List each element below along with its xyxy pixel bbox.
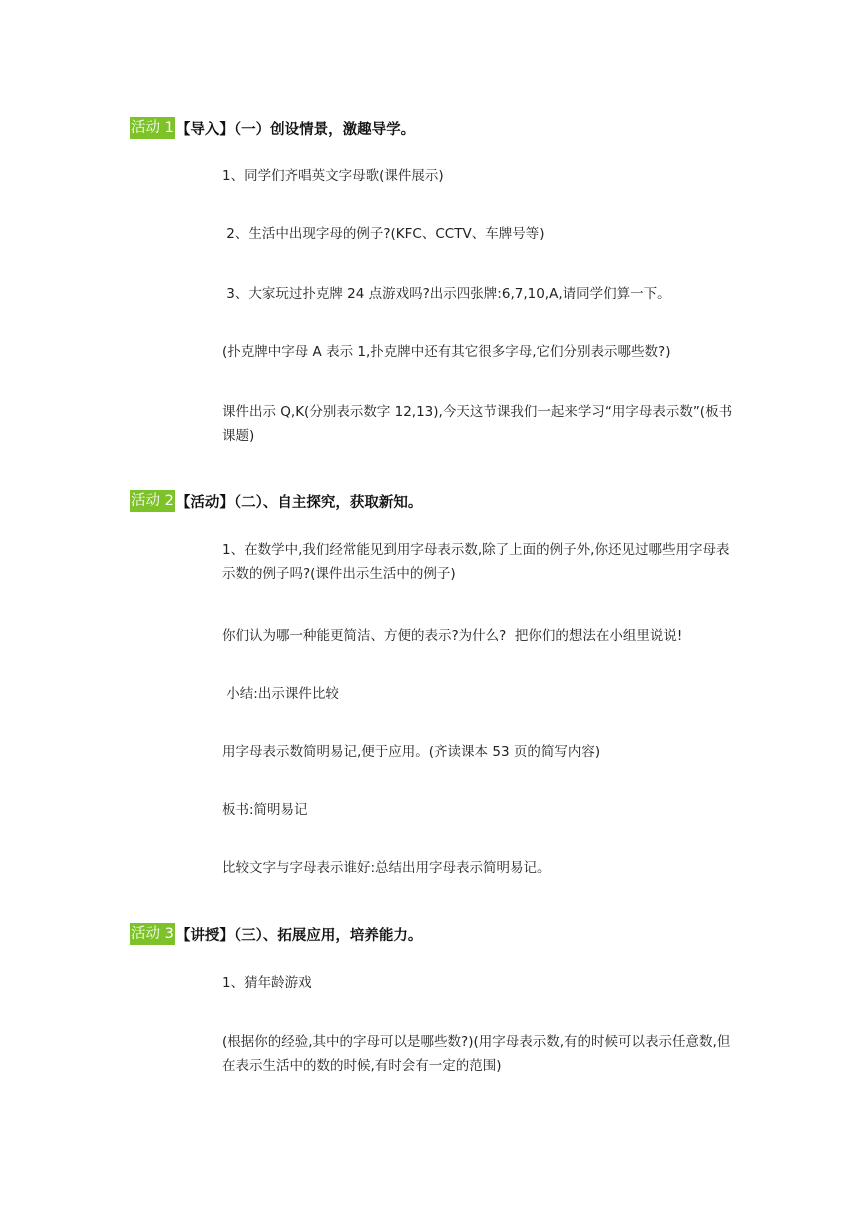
activity-2-paragraph-6: 比较文字与字母表示谁好:总结出用字母表示简明易记。	[222, 860, 551, 876]
activity-2-heading	[130, 490, 422, 512]
activity-1-title: 【导入】（一）创设情景，激趣导学。	[175, 121, 416, 138]
activity-1-heading	[130, 117, 415, 139]
activity-3-title: 【讲授】（三）、拓展应用，培养能力。	[175, 927, 423, 944]
activity-3-paragraph-2: (根据你的经验,其中的字母可以是哪些数?)(用字母表示数,有的时候可以表示任意数,但在表示生活中的数的时候,有时会有一定的范围)	[222, 1034, 731, 1074]
activity-2-paragraph-5: 板书:简明易记	[222, 802, 308, 818]
activity-1-paragraph-3: 3、大家玩过扑克牌 24 点游戏吗?出示四张牌:6,7,10,A,请同学们算一下。	[222, 286, 671, 302]
activity-2-badge: 活动 2	[130, 490, 175, 512]
activity-2-paragraph-4: 用字母表示数简明易记,便于应用。(齐读课本 53 页的简写内容)	[222, 744, 601, 760]
activity-2-paragraph-2: 你们认为哪一种能更简洁、方便的表示?为什么? 把你们的想法在小组里说说!	[222, 628, 683, 644]
activity-2-title: 【活动】（二）、自主探究，获取新知。	[175, 494, 423, 511]
activity-2-paragraph-3: 小结:出示课件比较	[222, 686, 339, 702]
activity-1-paragraph-2: 2、生活中出现字母的例子?(KFC、CCTV、车牌号等)	[222, 226, 545, 242]
activity-1-badge: 活动 1	[130, 117, 175, 139]
activity-3-heading	[130, 923, 422, 945]
activity-1-paragraph-1: 1、同学们齐唱英文字母歌(课件展示)	[222, 168, 444, 184]
activity-3-paragraph-1: 1、猜年龄游戏	[222, 975, 312, 991]
activity-3-badge: 活动 3	[130, 923, 175, 945]
activity-1-paragraph-4: (扑克牌中字母 A 表示 1,扑克牌中还有其它很多字母,它们分别表示哪些数?)	[222, 344, 671, 360]
activity-2-paragraph-1: 1、在数学中,我们经常能见到用字母表示数,除了上面的例子外,你还见过哪些用字母表示数的例子吗?(课件出示生活中的例子)	[222, 542, 730, 582]
activity-1-paragraph-5: 课件出示 Q,K(分别表示数字 12,13),今天这节课我们一起来学习“用字母表示数”(板书课题)	[222, 404, 733, 444]
